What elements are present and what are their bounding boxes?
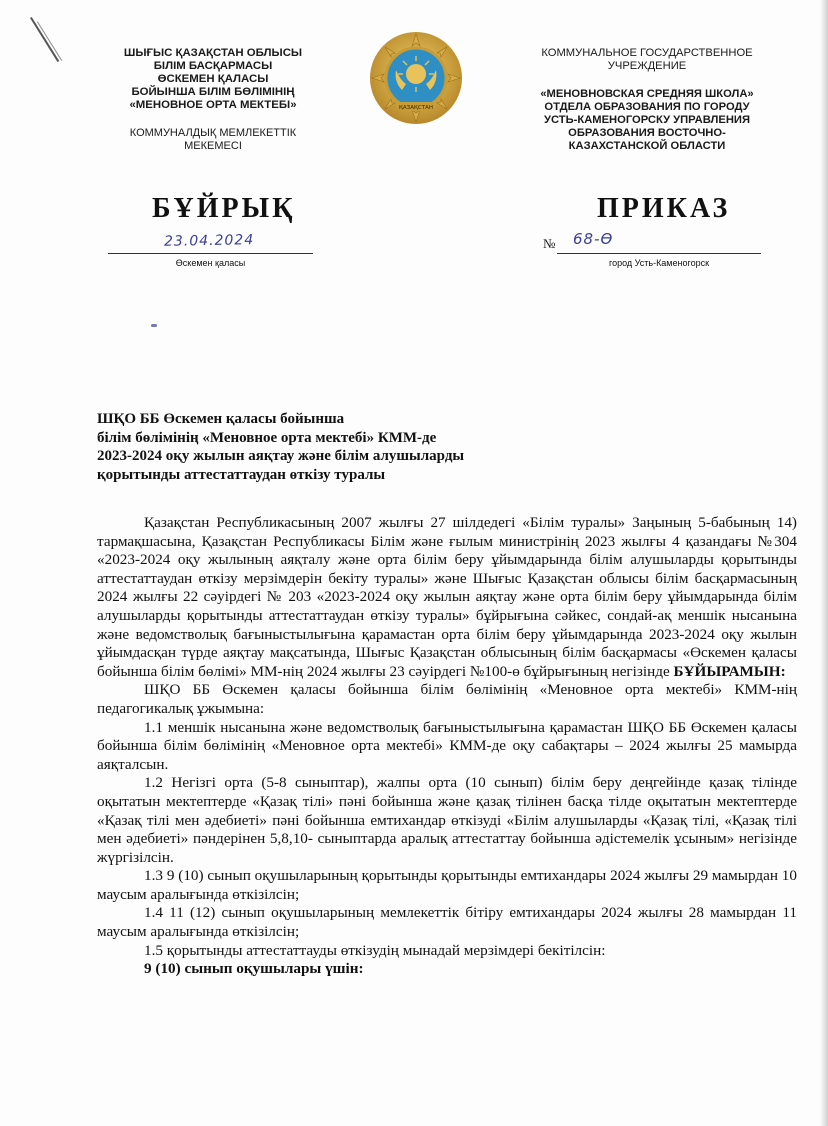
header-left-sub-line: КОММУНАЛДЫҚ МЕМЛЕКЕТТІК xyxy=(129,127,297,139)
title-ru: ПРИКАЗ xyxy=(597,193,731,224)
header-left-sub xyxy=(98,127,328,153)
subject-line: қорытынды аттестаттаудан өткізу туралы xyxy=(97,466,386,483)
header-right-bold-line: ОТДЕЛА ОБРАЗОВАНИЯ ПО ГОРОДУ xyxy=(544,101,750,113)
header-right-bold xyxy=(506,88,788,153)
header-right-bold-line: КАЗАХСТАНСКОЙ ОБЛАСТИ xyxy=(568,140,726,152)
item-paragraph: 1.2 Негізгі орта (5-8 сыныптар), жалпы орта (10 сынып) білім беру деңгейінде қазақ тілінде оқытатын мектептерде «Қазақ тілі» пәні бойынша және қазақ тілінен басқа тілде оқытатын мектептерде «Қазақ тілі мен әдебиеті» пәні бойынша емтихандар өткізуді «Білім алушыларды «Қазақ тілі, «Қазақ тілі мен әдебиеті» пәндерінен 5,8,10- сыныптарда аралық аттестаттау бойынша әдістемелік ұсыным» негізінде жүргізілсін. xyxy=(97,774,797,866)
preamble-paragraph xyxy=(97,514,797,681)
item-paragraph: 1.4 11 (12) сынып оқушыларының мемлекеттік бітіру емтихандары 2024 жылғы 28 мамырдан 11 маусым аралығында өткізілсін; xyxy=(97,904,797,941)
header-right-bold-line: УСТЬ-КАМЕНОГОРСКУ УПРАВЛЕНИЯ xyxy=(544,114,750,126)
handwritten-date: 23.04.2024 xyxy=(163,232,255,250)
scan-mark xyxy=(30,17,59,62)
date-underline xyxy=(108,253,313,254)
ink-mark xyxy=(151,324,157,327)
header-right-line: УЧРЕЖДЕНИЕ xyxy=(607,60,687,72)
scan-edge-shadow xyxy=(820,0,828,1126)
city-ru: город Усть-Каменогорск xyxy=(608,258,710,268)
handwritten-number: 68-Ө xyxy=(573,230,614,248)
subject-line: 2023-2024 оқу жылын аяқтау және білім алушыларды xyxy=(97,448,465,464)
scan-mark xyxy=(37,21,62,61)
header-right-line: КОММУНАЛЬНОЕ ГОСУДАРСТВЕННОЕ xyxy=(541,47,753,59)
order-word: БҰЙЫРАМЫН: xyxy=(673,662,786,680)
section-heading-text: 9 (10) сынып оқушылары үшін: xyxy=(144,960,364,978)
header-left-line: БОЙЫНША БІЛІМ БӨЛІМІНІҢ xyxy=(131,86,295,98)
kazakhstan-state-emblem-icon xyxy=(368,30,464,126)
intro-paragraph: ШҚО ББ Өскемен қаласы бойынша білім бөлімінің «Меновное орта мектебі» КММ-нің педагогикалық ұжымына: xyxy=(97,681,797,717)
item-paragraph: 1.5 қорытынды аттестаттауды өткізудің мынадай мерзімдері бекітілсін: xyxy=(144,941,606,959)
emblem-text: ҚАЗАҚСТАН xyxy=(399,105,433,111)
header-left-sub-line: МЕКЕМЕСІ xyxy=(184,140,242,152)
subject-line: ШҚО ББ Өскемен қаласы бойынша xyxy=(97,411,345,427)
item-paragraph: 1.1 меншік нысанына және ведомстволық бағыныстылығына қарамастан ШҚО ББ Өскемен қаласы бойынша білім бөлімінің «Меновное орта мектебі» КММ-де оқу сабақтары – 2024 жылғы 25 мамырда аяқталсын. xyxy=(97,718,797,773)
header-right xyxy=(506,47,788,153)
number-underline xyxy=(557,253,761,254)
header-left-line: ШЫҒЫС ҚАЗАҚСТАН ОБЛЫСЫ xyxy=(123,47,303,59)
number-label: № xyxy=(543,236,556,251)
header-left-line: «МЕНОВНОЕ ОРТА МЕКТЕБІ» xyxy=(129,99,297,111)
header-right-bold-line: ОБРАЗОВАНИЯ ВОСТОЧНО- xyxy=(568,127,726,139)
subject-line: білім бөлімінің «Меновное орта мектебі» КММ-де xyxy=(97,429,437,446)
order-body xyxy=(97,514,797,979)
city-kz: Өскемен қаласы xyxy=(175,258,246,268)
header-right-bold-line: «МЕНОВНОВСКАЯ СРЕДНЯЯ ШКОЛА» xyxy=(540,88,754,100)
item-paragraph: 1.3 9 (10) сынып оқушыларының қорытынды қорытынды емтихандары 2024 жылғы 29 мамырдан 10 маусым аралығында өткізілсін; xyxy=(97,867,797,903)
order-subject xyxy=(97,410,617,484)
preamble-text: Қазақстан Республикасының 2007 жылғы 27 шілдедегі «Білім туралы» Заңының 5-бабының 14) тармақшасына, Қазақстан Республикасы Білім және ғылым министрінің 2023 жылғы 4 қазандағы №304 «2023-2024 оқу жылының аяқталу және орта білім беру ұйымдарында білім алушыларды қорытынды аттестаттаудан өткізу мерзімдерін бекіту туралы» және Шығыс Қазақстан облысы білім басқармасының 2024 жылғы 22 сәуірдегі № 203 «2023-2024 оқу жылын аяқтау және орта білім беру ұйымдарында білім алушыларды қорытынды аттестаттаудан өткізу туралы» бұйрығына сәйкес, сондай-ақ меншік нысанына және ведомстволық бағыныстылығына қарамастан орта білім беру ұйымдарында 2023-2024 оқу жылын ұйымдасқан түрде аяқтау мақсатында, Шығыс Қазақстан облысының білім басқармасы «Өскемен қаласы бойынша білім бөлімі» ММ-нің 2024 жылғы 23 сәуірдегі №100-ө бұйрығының негізінде xyxy=(97,514,797,680)
header-left-line: БІЛІМ БАСҚАРМАСЫ xyxy=(153,60,273,72)
header-left-line: ӨСКЕМЕН ҚАЛАСЫ xyxy=(157,73,269,85)
title-kz: БҰЙРЫҚ xyxy=(152,193,296,224)
header-left xyxy=(98,47,328,153)
section-heading xyxy=(97,960,797,979)
